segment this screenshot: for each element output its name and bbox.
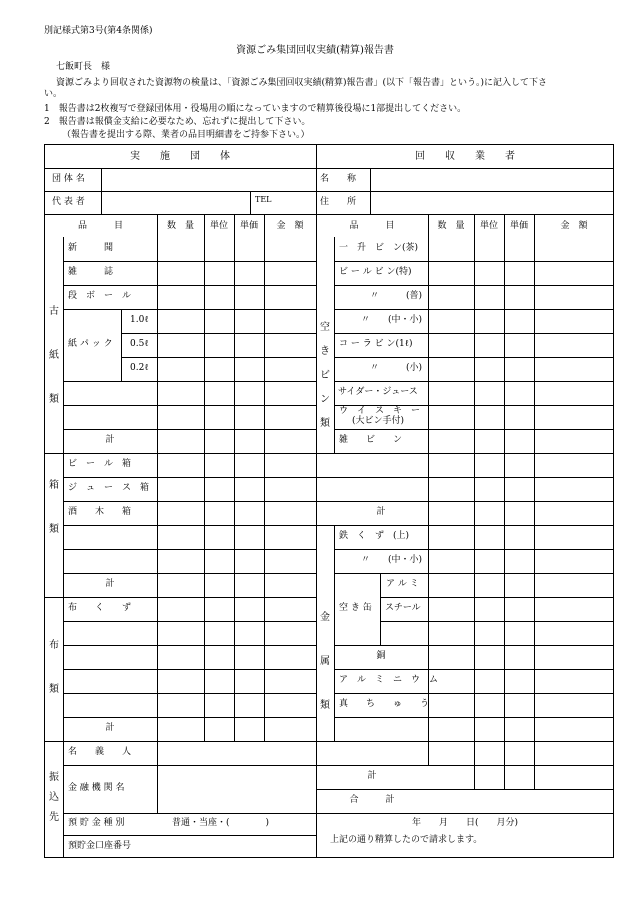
label-tel: TEL bbox=[255, 195, 272, 204]
item-beer-bottle-regular: 〃 (普) bbox=[369, 291, 422, 301]
note-1: 1 報告書は2枚複写で登録団体用・役場用の順になっていますので精算後役場に1部提出してください。 bbox=[44, 104, 467, 114]
group-bottles-label: 空きビン類 bbox=[320, 322, 330, 429]
item-beer-box: ビ ー ル 箱 bbox=[68, 459, 132, 469]
label-group-name: 団 体 名 bbox=[52, 174, 85, 184]
group-cloth-label: 布類 bbox=[49, 640, 59, 695]
item-iron-scrap-small: 〃 (中・小) bbox=[360, 555, 422, 565]
metal-subtotal: 計 bbox=[367, 771, 377, 781]
intro-text: 資源ごみより回収された資源物の検量は、「資源ごみ集団回収実績(精算)報告書」(以下「報告書」という。)に記入して下さ bbox=[56, 78, 548, 88]
bottle-subtotal: 計 bbox=[376, 507, 386, 517]
item-empty-cans: 空 き 缶 bbox=[339, 603, 372, 613]
claim-date: 年 月 日( 月分) bbox=[411, 818, 519, 828]
note-2: 2 報告書は報償金支給に必要なため、忘れずに提出して下さい。 bbox=[44, 117, 311, 127]
item-iron-scrap-upper: 鉄 く ず (上) bbox=[339, 531, 410, 541]
label-company-name: 名 称 bbox=[320, 174, 357, 184]
item-juice-box: ジ ュ ー ス 箱 bbox=[68, 483, 150, 493]
box-subtotal: 計 bbox=[105, 579, 115, 589]
label-address: 住 所 bbox=[320, 197, 357, 207]
col-price-right: 単価 bbox=[509, 221, 528, 231]
report-title: 資源ごみ集団回収実績(精算)報告書 bbox=[236, 45, 394, 56]
paper-subtotal: 計 bbox=[105, 435, 115, 445]
item-cider-juice: サイダー・ジュース bbox=[338, 387, 418, 397]
section-organization: 実 施 団 体 bbox=[130, 151, 230, 162]
item-cola-bottle: コ ー ラ ビ ン(1ℓ) bbox=[339, 339, 413, 349]
col-price-left: 単価 bbox=[239, 221, 258, 231]
col-unit-right: 単位 bbox=[479, 221, 498, 231]
label-account-number: 預貯金口座番号 bbox=[68, 841, 132, 851]
group-metals bbox=[316, 596, 334, 728]
carton-size-3: 0.2ℓ bbox=[130, 363, 149, 373]
item-carton: 紙 パ ッ ク bbox=[68, 339, 113, 349]
group-transfer-label: 振込先 bbox=[49, 772, 59, 823]
label-bank-name: 金 融 機 関 名 bbox=[68, 783, 125, 793]
carton-size-2: 0.5ℓ bbox=[130, 339, 149, 349]
group-metals-label: 金属類 bbox=[320, 612, 330, 711]
label-account-name: 名 義 人 bbox=[68, 747, 132, 757]
item-brass: 真 ち ゅ う bbox=[339, 699, 430, 709]
deposit-type-choice: 普通・当座・( ) bbox=[172, 818, 270, 828]
col-unit-left: 単位 bbox=[209, 221, 228, 231]
group-cloth bbox=[45, 624, 63, 712]
form-number: 別記様式第3号(第4条関係) bbox=[44, 26, 153, 36]
intro-text-cont: い。 bbox=[44, 89, 63, 99]
group-box bbox=[45, 464, 63, 552]
item-cardboard: 段 ボ ー ル bbox=[68, 291, 132, 301]
item-can-aluminum: ア ル ミ bbox=[386, 579, 419, 589]
item-aluminum: ア ル ミ ニ ウ ム bbox=[339, 675, 439, 685]
item-can-steel: スチール bbox=[385, 603, 421, 613]
item-newspaper: 新 聞 bbox=[68, 243, 114, 253]
item-whisky-note: (大ビン手付) bbox=[352, 416, 405, 426]
note-3: （報告書を提出する際、業者の品目明細書をご持参下さい。） bbox=[62, 130, 310, 140]
col-amount-right: 金 額 bbox=[560, 221, 588, 231]
col-item-left: 品 目 bbox=[77, 221, 123, 231]
item-sake-bottle: 一 升 ビ ン(茶) bbox=[339, 243, 419, 253]
item-whisky: ウ イ ス キ ー bbox=[339, 406, 421, 416]
addressee: 七飯町長 様 bbox=[56, 62, 111, 72]
item-magazine: 雑 誌 bbox=[68, 267, 114, 277]
cloth-subtotal: 計 bbox=[105, 723, 115, 733]
item-sake-box: 酒 木 箱 bbox=[68, 507, 132, 517]
claim-statement: 上記の通り精算したので請求します。 bbox=[330, 835, 483, 845]
item-cola-bottle-small: 〃 (小) bbox=[369, 363, 422, 373]
col-amount-left: 金 額 bbox=[276, 221, 304, 231]
col-quantity-left: 数 量 bbox=[166, 221, 194, 231]
item-beer-bottle-special: ビ ー ル ビ ン(特) bbox=[339, 267, 412, 277]
group-paper-label: 古紙類 bbox=[49, 306, 59, 405]
col-quantity-right: 数 量 bbox=[437, 221, 465, 231]
item-rags: 布 く ず bbox=[68, 603, 132, 613]
group-transfer bbox=[45, 768, 63, 828]
group-bottles bbox=[316, 316, 334, 436]
grand-total: 合 計 bbox=[349, 795, 395, 805]
section-collector: 回 収 業 者 bbox=[415, 151, 515, 162]
group-paper bbox=[45, 290, 63, 422]
col-item-right: 品 目 bbox=[349, 221, 395, 231]
label-deposit-type: 預 貯 金 種 別 bbox=[68, 818, 125, 828]
item-copper: 銅 bbox=[376, 651, 386, 661]
item-beer-bottle-small: 〃 (中・小) bbox=[360, 315, 422, 325]
group-box-label: 箱類 bbox=[49, 480, 59, 535]
carton-size-1: 1.0ℓ bbox=[130, 315, 149, 325]
label-representative: 代 表 者 bbox=[52, 197, 85, 207]
item-misc-bottle: 雑 ビ ン bbox=[339, 435, 403, 445]
